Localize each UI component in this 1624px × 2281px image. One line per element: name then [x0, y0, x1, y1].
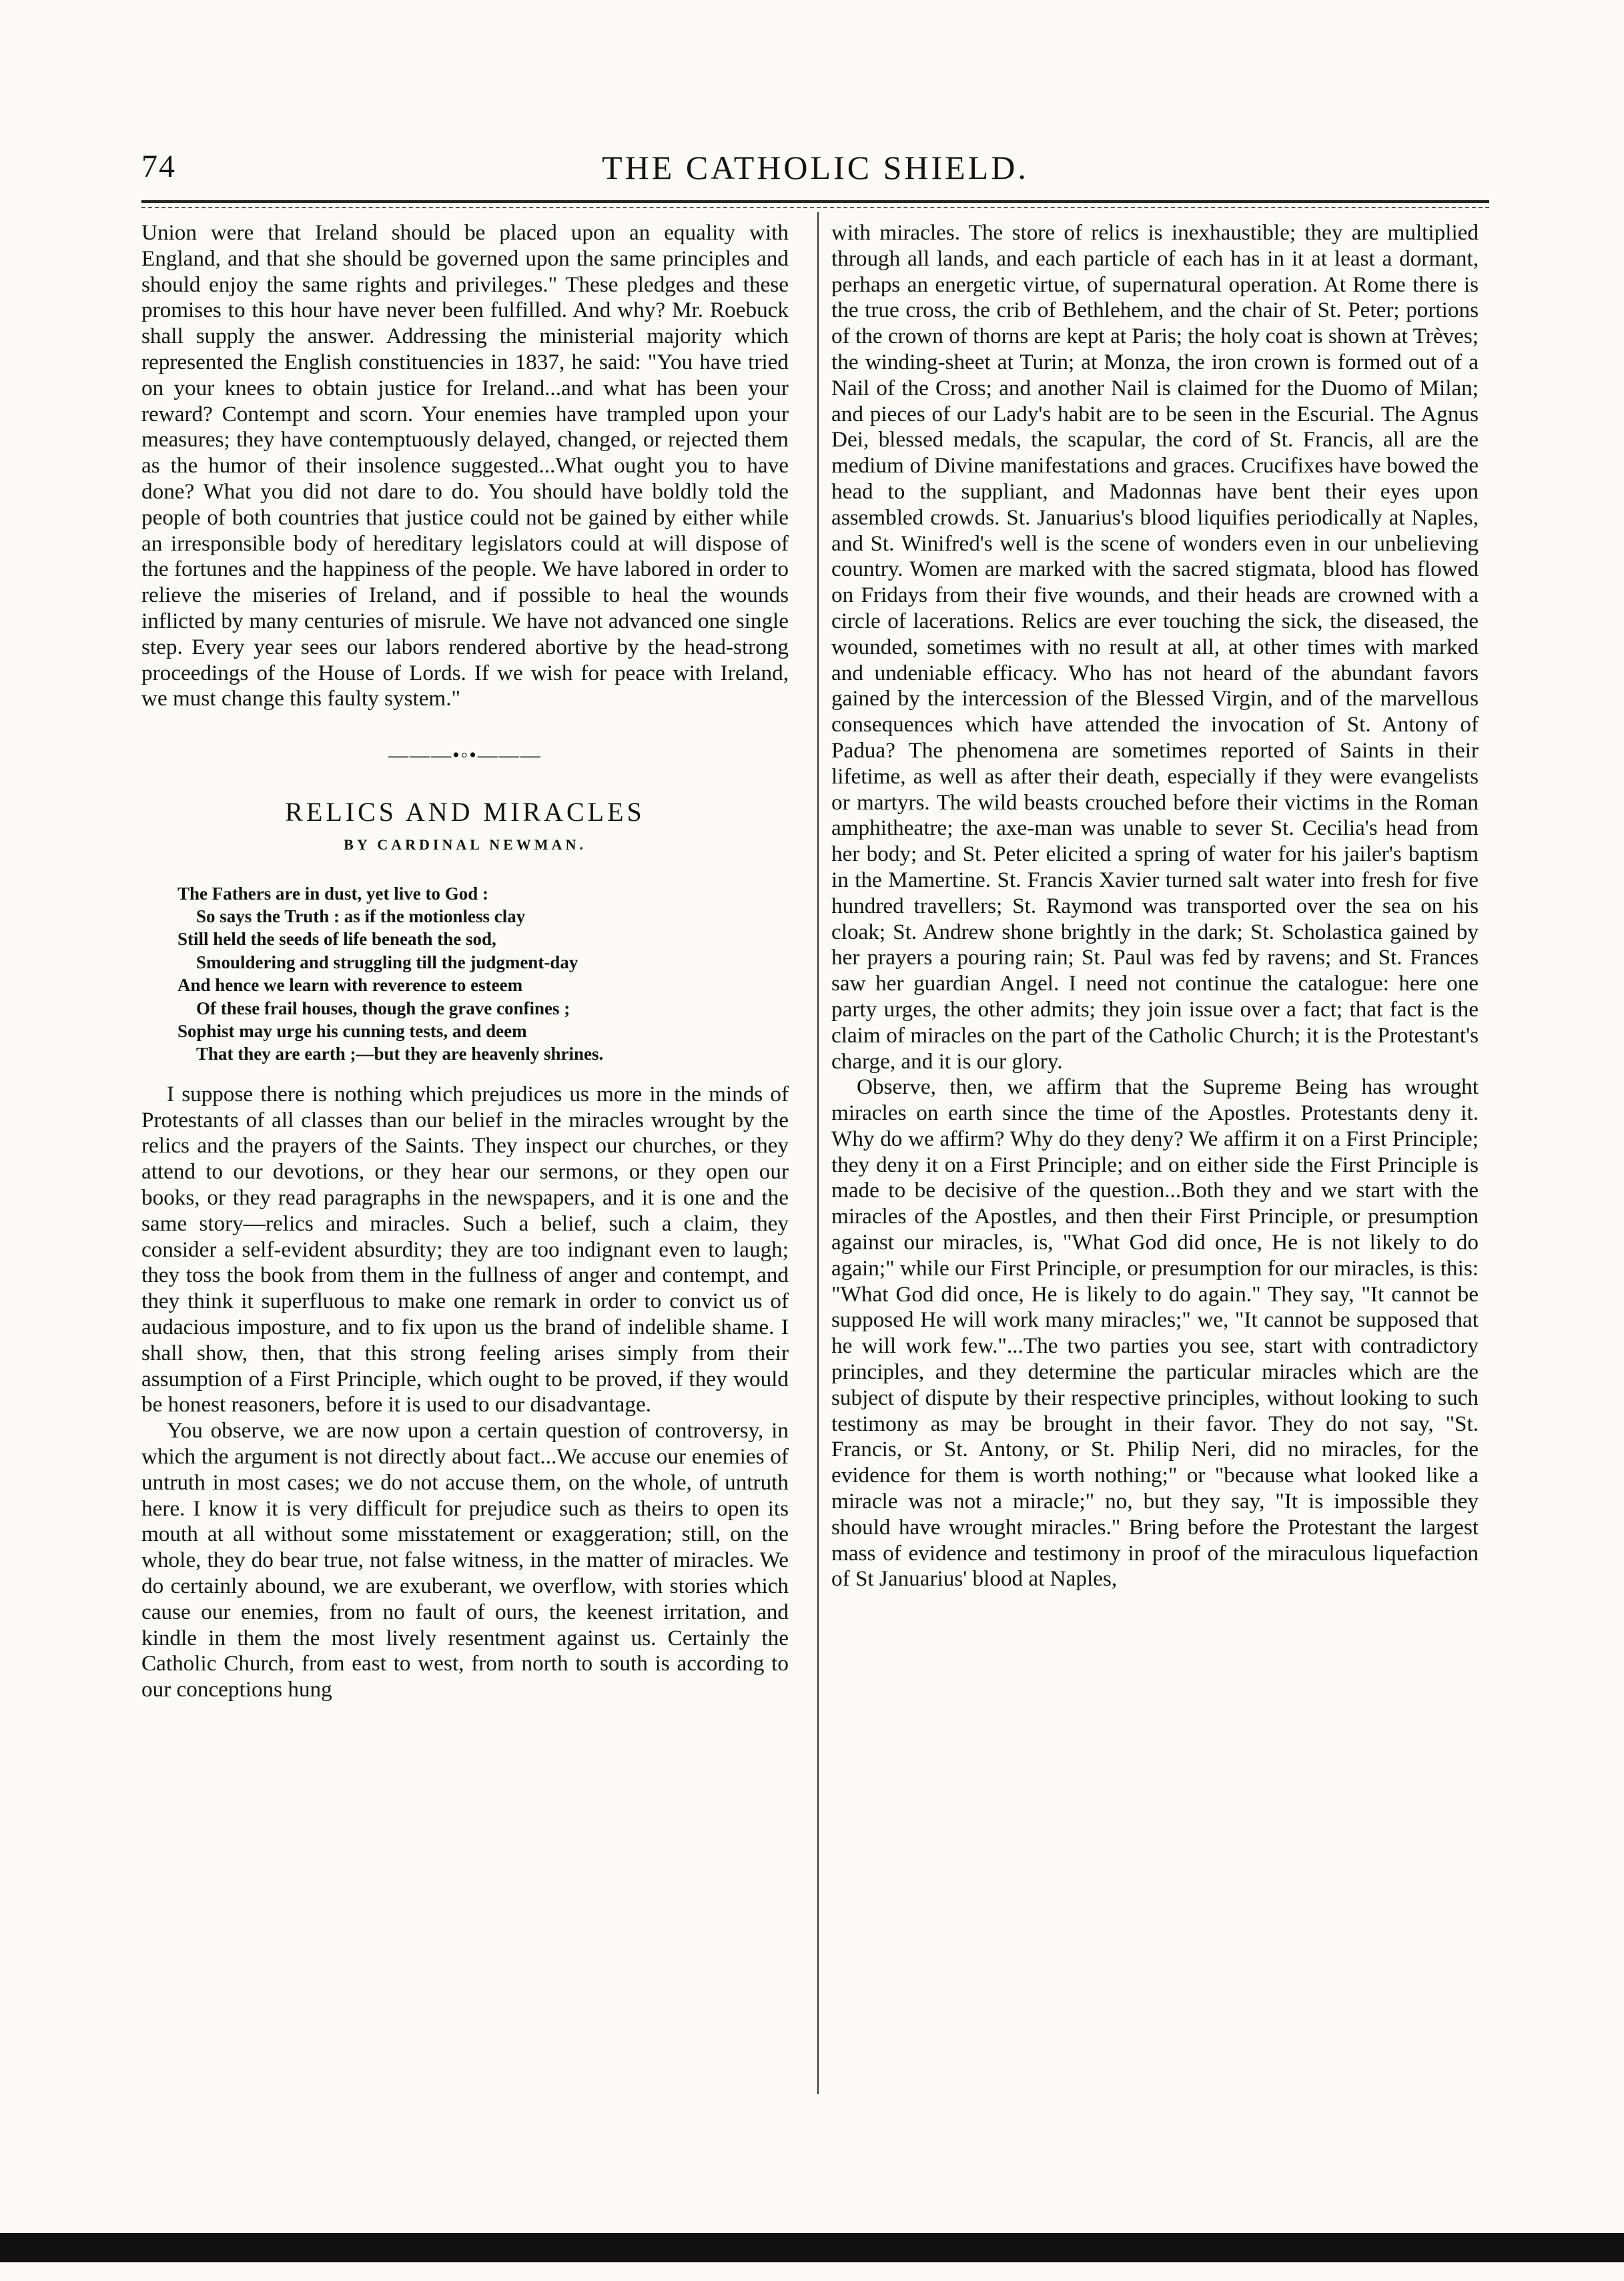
page-number: 74 — [141, 149, 176, 184]
header-rule — [141, 200, 1489, 208]
body-paragraph: You observe, we are now upon a certain question of controversy, in which the argument is not directly about fact...We accuse our enemies of untruth in most cases; we do not accuse them, on the whole, of untruth here. I know it is very difficult for prejudice such as theirs to open its mouth at all without some misstatement or exaggeration; still, on the whole, they do bear true, not false witness, in the matter of miracles. We do certainly abound, we are exuberant, we overflow, with stories which cause our enemies, from no fault of ours, the keenest irritation, and kindle in them the most lively resentment against us. Certainly the Catholic Church, from east to west, from north to south is according to our conceptions hung — [141, 1418, 789, 1702]
body-paragraph: Observe, then, we affirm that the Supreme Being has wrought miracles on earth since the time of the Apostles. Protestants deny it. Why do we affirm? Why do they deny? We affirm it on a First Principle; they deny it on a First Principle; and on either side the First Principle is made to be decisive of the question...Both they and we start with the miracles of the Apostles, and then their First Principle, or presumption against our miracles, is, "What God did once, He is not likely to do again;" while our First Principle, or presumption for our miracles, is this: "What God did once, He is likely to do again." They say, "It cannot be supposed He will work many miracles;" we, "It cannot be supposed that he will work few."...The two parties you see, start with contradictory principles, and they determine the particular miracles which are the subject of dispute by their respective principles, without looking to such testimony as may be brought in their favor. They do not say, "St. Francis, or St. Antony, or St. Philip Neri, did no miracles, for the evidence for them is worth nothing;" or "because what looked like a miracle was not a miracle;" no, but they say, "It is impossible they should have wrought miracles." Bring before the Protestant the largest mass of evidence and testimony in proof of the miraculous liquefaction of St Januarius' blood at Naples, — [831, 1074, 1479, 1592]
epigraph-poem — [177, 882, 789, 1066]
poem-line: So says the Truth : as if the motionless clay — [196, 906, 526, 926]
running-title: THE CATHOLIC SHIELD. — [602, 149, 1029, 186]
poem-line: Smouldering and struggling till the judgment-day — [196, 952, 578, 972]
poem-line: Sophist may urge his cunning tests, and deem — [177, 1020, 527, 1041]
intro-paragraph: Union were that Ireland should be placed upon an equality with England, and that she should be governed upon the same principles and should enjoy the same rights and privileges." These pledges and these promises to this hour have never been fulfilled. And why? Mr. Roebuck shall supply the answer. Addressing the ministerial majority which represented the English constituencies in 1837, he said: "You have tried on your knees to obtain justice for Ireland...and what has been your reward? Contempt and scorn. Your enemies have trampled upon your measures; they have contemptuously delayed, changed, or rejected them as the humor of their insolence suggested...What ought you to have done? What you did not dare to do. You should have boldly told the people of both countries that justice could not be gained by either while an irresponsible body of hereditary legislators could at will dispose of the fortunes and the happiness of the people. We have labored in order to relieve the miseries of Ireland, and if possible to heal the wounds inflicted by many centuries of misrule. We have not advanced one single step. Every year sees our labors rendered abortive by the head-strong proceedings of the House of Lords. If we wish for peace with Ireland, we must change this faulty system." — [141, 220, 789, 711]
body-paragraph: I suppose there is nothing which prejudices us more in the minds of Protestants of all classes than our belief in the miracles wrought by the relics and the prayers of the Saints. They inspect our churches, or they attend to our devotions, or they hear our sermons, or they open our books, or they read paragraphs in the newspapers, and it is one and the same story—relics and miracles. Such a belief, such a claim, they consider a self-evident absurdity; they are too indignant even to laugh; they toss the book from them in the fullness of anger and contempt, and they think it superfluous to make one remark in order to convict us of audacious imposture, and to fix upon us the brand of indelible shame. I shall show, then, that this strong feeling arises simply from their assumption of a First Principle, which ought to be proved, if they would be honest reasoners, before it is used to our disadvantage. — [141, 1081, 789, 1417]
left-column — [141, 220, 789, 1703]
right-column — [831, 220, 1479, 1592]
poem-line: Still held the seeds of life beneath the sod, — [177, 929, 496, 950]
poem-line: The Fathers are in dust, yet live to God : — [177, 883, 488, 904]
article-title: RELICS AND MIRACLES — [285, 796, 645, 827]
section-ornament: ———•◦•——— — [388, 744, 542, 767]
column-divider — [817, 212, 819, 2094]
article-byline: BY CARDINAL NEWMAN. — [344, 836, 586, 853]
poem-line: And hence we learn with reverence to esteem — [177, 975, 523, 996]
body-paragraph: with miracles. The store of relics is inexhaustible; they are multiplied through all lands, and each particle of each has in it at least a dormant, perhaps an energetic virtue, of supernatural operation. At Rome there is the true cross, the crib of Bethlehem, and the chair of St. Peter; portions of the crown of thorns are kept at Paris; the holy coat is shown at Trèves; the winding-sheet at Turin; at Monza, the iron crown is formed out of a Nail of the Cross; and another Nail is claimed for the Duomo of Milan; and pieces of our Lady's habit are to be seen in the Escurial. The Agnus Dei, blessed medals, the scapular, the cord of St. Francis, all are the medium of Divine manifestations and graces. Crucifixes have bowed the head to the suppliant, and Madonnas have bent their eyes upon assembled crowds. St. Januarius's blood liquifies periodically at Naples, and St. Winifred's well is the scene of wonders even in our unbelieving country. Women are marked with the sacred stigmata, blood has flowed on Fridays from their five wounds, and their heads are crowned with a circle of lacerations. Relics are ever touching the sick, the diseased, the wounded, sometimes with no result at all, at other times with marked and undeniable efficacy. Who has not heard of the abundant favors gained by the intercession of the Blessed Virgin, and of the marvellous consequences which have attended the invocation of St. Antony of Padua? The phenomena are sometimes reported of Saints in their lifetime, as well as after their death, especially if they were evangelists or martyrs. The wild beasts crouched before their victims in the Roman amphitheatre; the axe-man was unable to sever St. Cecilia's head from her body; and St. Peter elicited a spring of water for his jailer's baptism in the Mamertine. St. Francis Xavier turned salt water into fresh for five hundred travellers; St. Raymond was transported over the sea on his cloak; St. Andrew shone brightly in the dark; St. Scholastica gained by her prayers a pouring rain; St. Paul was fed by ravens; and St. Frances saw her guardian Angel. I need not continue the catalogue: here one party urges, the other admits; they join issue over a fact; that fact is the claim of miracles on the part of the Catholic Church; it is the Protestant's charge, and it is our glory. — [831, 220, 1479, 1074]
page-bottom-edge — [0, 2233, 1624, 2262]
poem-line: That they are earth ;—but they are heavenly shrines. — [196, 1044, 604, 1064]
poem-line: Of these frail houses, though the grave confines ; — [196, 998, 570, 1018]
page-header — [141, 148, 1489, 195]
